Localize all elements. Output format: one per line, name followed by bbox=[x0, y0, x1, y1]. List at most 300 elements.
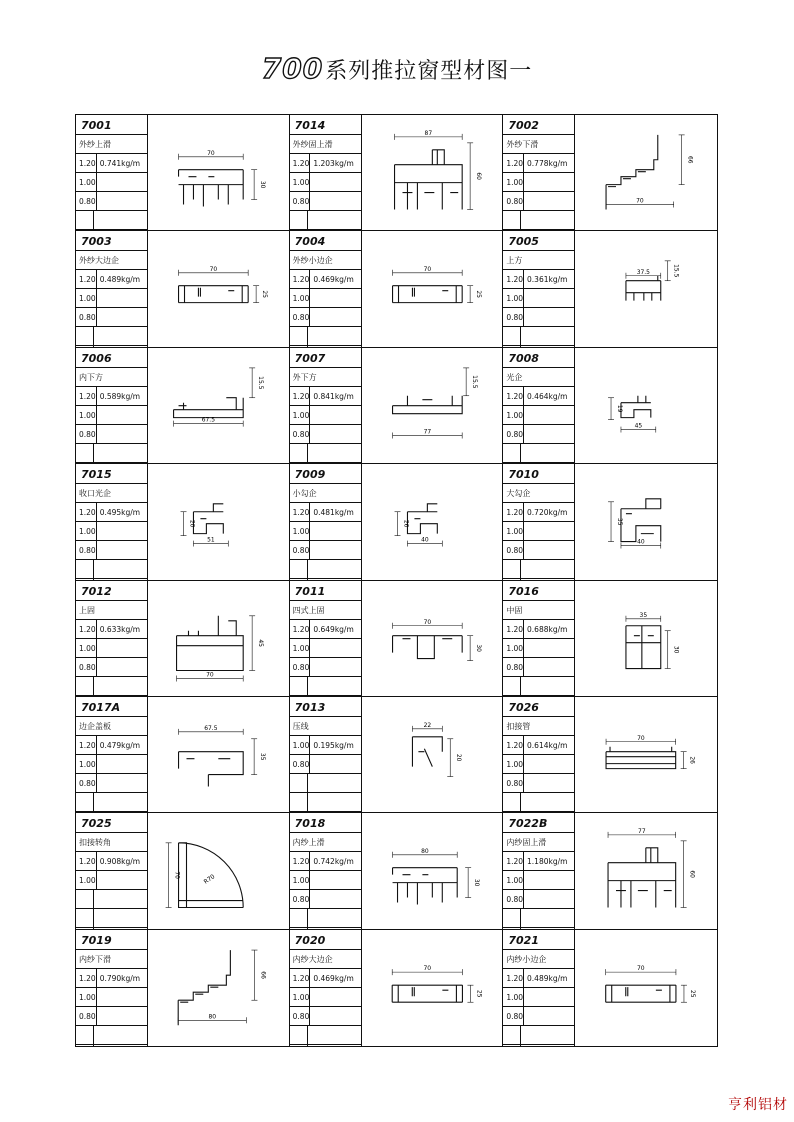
weight: 0.688kg/m bbox=[527, 624, 568, 634]
thickness bbox=[76, 211, 94, 229]
profile-info bbox=[290, 930, 362, 1046]
weight bbox=[94, 890, 147, 908]
profile-cell bbox=[503, 115, 717, 231]
spec-row bbox=[503, 173, 574, 192]
profile-info bbox=[76, 581, 148, 696]
spec-row bbox=[290, 308, 361, 327]
profile-cell bbox=[503, 581, 717, 697]
profile-drawing bbox=[575, 697, 717, 812]
profile-cell bbox=[290, 581, 504, 697]
thickness: 1.00 bbox=[290, 522, 311, 540]
weight bbox=[94, 560, 147, 578]
profile-info bbox=[76, 464, 148, 579]
weight bbox=[94, 327, 147, 345]
spec-row bbox=[76, 755, 147, 774]
thickness: 1.20 bbox=[76, 387, 97, 405]
height-dim: 45 bbox=[257, 638, 265, 647]
height-dim: 19 bbox=[616, 404, 624, 413]
width-dim: 80 bbox=[420, 848, 429, 856]
weight bbox=[97, 658, 147, 676]
profile-drawing bbox=[148, 464, 289, 579]
height-dim: 25 bbox=[689, 989, 697, 998]
weight bbox=[94, 211, 147, 229]
profile-drawing bbox=[575, 464, 717, 579]
width-dim: 51 bbox=[207, 536, 215, 544]
weight bbox=[310, 658, 360, 676]
thickness: 0.80 bbox=[503, 541, 524, 559]
spec-row bbox=[76, 560, 147, 579]
weight: 0.469kg/m bbox=[313, 973, 354, 983]
spec-row bbox=[290, 444, 361, 463]
profile-section bbox=[606, 135, 658, 210]
profile-section bbox=[621, 499, 661, 542]
weight bbox=[97, 406, 147, 424]
profile-info bbox=[290, 348, 362, 463]
spec-row bbox=[290, 154, 361, 173]
profile-name: 上固 bbox=[76, 601, 147, 620]
spec-row bbox=[76, 444, 147, 463]
spec-row bbox=[76, 1026, 147, 1045]
weight bbox=[94, 793, 147, 811]
thickness: 1.00 bbox=[76, 406, 97, 424]
profile-drawing bbox=[575, 231, 717, 346]
profile-section bbox=[392, 286, 462, 303]
profile-info bbox=[76, 697, 148, 812]
profile-cell bbox=[503, 464, 717, 580]
thickness: 0.80 bbox=[76, 308, 97, 326]
weight bbox=[308, 774, 361, 792]
thickness bbox=[503, 211, 521, 229]
weight: 0.790kg/m bbox=[99, 973, 141, 983]
height-dim: 70 bbox=[173, 871, 181, 880]
profile-grid bbox=[75, 114, 718, 1047]
profile-cell bbox=[290, 231, 504, 347]
thickness: 0.80 bbox=[290, 658, 311, 676]
profile-code: 7022B bbox=[503, 813, 574, 833]
profile-code: 7014 bbox=[290, 115, 361, 135]
profile-section bbox=[179, 286, 249, 303]
width-dim: 80 bbox=[208, 1012, 217, 1020]
profile-name: 收口光企 bbox=[76, 484, 147, 503]
thickness bbox=[503, 327, 521, 345]
height-dim: 30 bbox=[472, 879, 480, 887]
profile-section bbox=[193, 504, 223, 534]
profile-cell bbox=[290, 115, 504, 231]
spec-row bbox=[503, 988, 574, 1007]
spec-row bbox=[503, 541, 574, 560]
weight bbox=[97, 871, 147, 889]
profile-cross-section bbox=[148, 464, 289, 579]
weight bbox=[310, 522, 360, 540]
spec-row bbox=[76, 639, 147, 658]
thickness: 0.80 bbox=[290, 755, 311, 773]
thickness: 1.20 bbox=[503, 387, 524, 405]
thickness: 0.80 bbox=[76, 1007, 97, 1025]
spec-row bbox=[290, 406, 361, 425]
profile-cross-section bbox=[575, 813, 717, 928]
profile-drawing bbox=[362, 115, 503, 230]
thickness: 1.00 bbox=[76, 988, 97, 1006]
spec-row bbox=[290, 522, 361, 541]
spec-row bbox=[76, 173, 147, 192]
weight bbox=[97, 774, 147, 792]
spec-row bbox=[503, 308, 574, 327]
profile-code: 7020 bbox=[290, 930, 361, 950]
thickness: 0.80 bbox=[503, 774, 524, 792]
thickness bbox=[76, 1026, 94, 1044]
spec-row bbox=[290, 969, 361, 988]
profile-code: 7013 bbox=[290, 697, 361, 717]
thickness: 1.20 bbox=[76, 270, 97, 288]
profile-drawing bbox=[575, 581, 717, 696]
thickness: 0.80 bbox=[76, 541, 97, 559]
thickness: 1.20 bbox=[76, 154, 97, 172]
thickness: 1.20 bbox=[503, 736, 524, 754]
profile-code: 7010 bbox=[503, 464, 574, 484]
weight bbox=[521, 1026, 574, 1044]
weight bbox=[521, 444, 574, 462]
spec-row bbox=[76, 852, 147, 871]
profile-cross-section bbox=[362, 581, 503, 696]
thickness bbox=[76, 560, 94, 578]
spec-row bbox=[503, 755, 574, 774]
weight bbox=[310, 755, 360, 773]
weight bbox=[97, 308, 147, 326]
weight bbox=[524, 1007, 574, 1025]
profile-name: 内纱大边企 bbox=[290, 950, 361, 969]
thickness: 1.00 bbox=[503, 522, 524, 540]
height-dim: 60 bbox=[474, 172, 482, 180]
profile-cross-section bbox=[575, 930, 717, 1046]
profile-cell bbox=[503, 813, 717, 929]
profile-info bbox=[290, 581, 362, 696]
weight bbox=[524, 406, 574, 424]
weight bbox=[308, 1026, 361, 1044]
weight bbox=[308, 444, 361, 462]
thickness bbox=[290, 793, 308, 811]
spec-row bbox=[76, 503, 147, 522]
weight: 0.479kg/m bbox=[99, 740, 141, 750]
profile-name: 外纱小边企 bbox=[290, 251, 361, 270]
weight bbox=[521, 677, 574, 695]
weight bbox=[310, 425, 360, 443]
profile-drawing bbox=[362, 930, 503, 1046]
profile-info bbox=[290, 697, 362, 812]
profile-code: 7009 bbox=[290, 464, 361, 484]
profile-code: 7003 bbox=[76, 231, 147, 251]
profile-cross-section bbox=[575, 115, 717, 230]
thickness: 0.80 bbox=[503, 425, 524, 443]
height-dim: 25 bbox=[475, 989, 483, 998]
profile-drawing bbox=[148, 930, 289, 1046]
thickness bbox=[290, 444, 308, 462]
spec-row bbox=[503, 387, 574, 406]
spec-row bbox=[76, 387, 147, 406]
spec-row bbox=[76, 425, 147, 444]
thickness: 0.80 bbox=[503, 658, 524, 676]
height-dim: 20 bbox=[454, 753, 462, 762]
spec-row bbox=[290, 425, 361, 444]
width-dim: 70 bbox=[207, 149, 215, 157]
weight: 0.841kg/m bbox=[313, 391, 354, 401]
weight bbox=[524, 988, 574, 1006]
thickness bbox=[290, 211, 308, 229]
width-dim: 67.5 bbox=[201, 416, 216, 424]
weight bbox=[524, 173, 574, 191]
series-number: 700 bbox=[261, 52, 324, 85]
thickness: 1.20 bbox=[76, 969, 97, 987]
weight bbox=[94, 677, 147, 695]
spec-row bbox=[76, 211, 147, 230]
spec-row bbox=[290, 890, 361, 909]
thickness: 0.80 bbox=[76, 774, 97, 792]
spec-row bbox=[503, 677, 574, 696]
weight bbox=[308, 327, 361, 345]
spec-row bbox=[290, 503, 361, 522]
thickness: 0.80 bbox=[290, 541, 311, 559]
profile-code: 7016 bbox=[503, 581, 574, 601]
spec-row bbox=[290, 736, 361, 755]
width-dim: 77 bbox=[638, 828, 646, 836]
weight: 1.203kg/m bbox=[313, 159, 354, 168]
weight: 0.741kg/m bbox=[99, 159, 141, 168]
spec-row bbox=[290, 793, 361, 812]
profile-cross-section bbox=[148, 930, 289, 1046]
weight bbox=[521, 327, 574, 345]
watermark: 亨利铝材 bbox=[728, 1097, 788, 1113]
weight bbox=[94, 444, 147, 462]
weight: 0.720kg/m bbox=[527, 508, 568, 518]
spec-row bbox=[503, 793, 574, 812]
height-dim: 30 bbox=[259, 180, 267, 189]
weight: 0.481kg/m bbox=[313, 508, 354, 518]
thickness: 0.80 bbox=[76, 425, 97, 443]
profile-cell bbox=[76, 348, 290, 464]
profile-code: 7004 bbox=[290, 231, 361, 251]
profile-section bbox=[606, 985, 676, 1002]
spec-row bbox=[503, 425, 574, 444]
thickness: 1.20 bbox=[290, 503, 311, 521]
weight bbox=[308, 793, 361, 811]
weight bbox=[97, 173, 147, 191]
thickness: 1.20 bbox=[290, 852, 311, 870]
weight bbox=[97, 1007, 147, 1025]
thickness: 1.00 bbox=[76, 522, 97, 540]
weight bbox=[310, 308, 360, 326]
weight bbox=[310, 639, 360, 657]
height-dim: 26 bbox=[402, 520, 410, 528]
height-dim: 25 bbox=[474, 290, 482, 299]
profile-info bbox=[503, 930, 575, 1046]
thickness bbox=[503, 444, 521, 462]
width-dim: 40 bbox=[637, 538, 645, 546]
profile-cell bbox=[76, 231, 290, 347]
profile-drawing bbox=[575, 348, 717, 463]
spec-row bbox=[76, 890, 147, 909]
weight bbox=[310, 541, 360, 559]
weight: 0.778kg/m bbox=[527, 159, 568, 168]
profile-code: 7006 bbox=[76, 348, 147, 368]
profile-info bbox=[503, 581, 575, 696]
weight: 0.469kg/m bbox=[313, 275, 354, 285]
weight: 0.908kg/m bbox=[99, 857, 141, 867]
profile-cross-section bbox=[148, 115, 289, 230]
thickness: 1.00 bbox=[503, 988, 524, 1006]
spec-row bbox=[76, 677, 147, 696]
spec-row bbox=[290, 658, 361, 677]
thickness: 0.80 bbox=[503, 1007, 524, 1025]
height-dim: 15.5 bbox=[257, 375, 265, 390]
profile-code: 7011 bbox=[290, 581, 361, 601]
weight bbox=[524, 425, 574, 443]
profile-name: 四式上固 bbox=[290, 601, 361, 620]
weight bbox=[524, 541, 574, 559]
spec-row bbox=[503, 211, 574, 230]
thickness bbox=[290, 1045, 308, 1046]
width-dim: 70 bbox=[423, 618, 431, 626]
spec-row bbox=[76, 1007, 147, 1026]
profile-info bbox=[290, 115, 362, 230]
width-dim: 45 bbox=[634, 422, 643, 430]
weight bbox=[521, 793, 574, 811]
profile-drawing bbox=[148, 115, 289, 230]
thickness: 1.20 bbox=[76, 852, 97, 870]
weight: 0.195kg/m bbox=[313, 740, 354, 750]
weight bbox=[97, 639, 147, 657]
spec-row bbox=[76, 793, 147, 812]
thickness: 1.20 bbox=[290, 969, 311, 987]
profile-name: 外下方 bbox=[290, 368, 361, 387]
height-dim: 26 bbox=[688, 756, 696, 764]
profile-info bbox=[503, 813, 575, 928]
profile-info bbox=[76, 813, 148, 928]
weight bbox=[308, 909, 361, 927]
thickness: 1.00 bbox=[503, 871, 524, 889]
spec-row bbox=[76, 736, 147, 755]
thickness: 1.00 bbox=[290, 173, 311, 191]
thickness: 0.80 bbox=[290, 308, 311, 326]
weight bbox=[310, 406, 360, 424]
weight bbox=[94, 1045, 147, 1046]
spec-row bbox=[76, 541, 147, 560]
thickness: 1.20 bbox=[503, 852, 524, 870]
profile-cell bbox=[76, 697, 290, 813]
spec-row bbox=[76, 969, 147, 988]
profile-code: 7002 bbox=[503, 115, 574, 135]
profile-name: 光企 bbox=[503, 368, 574, 387]
thickness: 0.80 bbox=[76, 658, 97, 676]
profile-cross-section bbox=[575, 581, 717, 696]
profile-name: 外纱大边企 bbox=[76, 251, 147, 270]
spec-row bbox=[503, 503, 574, 522]
profile-section bbox=[606, 747, 676, 769]
profile-info bbox=[503, 348, 575, 463]
spec-row bbox=[503, 1007, 574, 1026]
profile-section bbox=[626, 276, 661, 301]
thickness: 1.20 bbox=[503, 154, 524, 172]
thickness: 0.80 bbox=[290, 425, 311, 443]
spec-row bbox=[290, 677, 361, 696]
width-dim: 22 bbox=[423, 721, 431, 729]
thickness: 1.00 bbox=[290, 736, 311, 754]
spec-row bbox=[503, 1026, 574, 1045]
profile-code: 7001 bbox=[76, 115, 147, 135]
thickness bbox=[503, 1045, 521, 1046]
thickness: 1.00 bbox=[76, 289, 97, 307]
profile-section bbox=[177, 615, 244, 670]
weight: 0.495kg/m bbox=[99, 508, 141, 518]
spec-row bbox=[76, 154, 147, 173]
height-dim: 20 bbox=[188, 520, 196, 528]
profile-cell bbox=[290, 697, 504, 813]
profile-info bbox=[76, 115, 148, 230]
thickness: 1.20 bbox=[290, 620, 311, 638]
thickness bbox=[503, 793, 521, 811]
weight bbox=[308, 560, 361, 578]
profile-name: 扣接管 bbox=[503, 717, 574, 736]
profile-code: 7021 bbox=[503, 930, 574, 950]
thickness: 1.20 bbox=[503, 270, 524, 288]
profile-name: 中固 bbox=[503, 601, 574, 620]
weight bbox=[97, 522, 147, 540]
weight bbox=[97, 289, 147, 307]
thickness: 0.80 bbox=[503, 890, 524, 908]
thickness: 1.00 bbox=[290, 988, 311, 1006]
spec-row bbox=[503, 871, 574, 890]
profile-cross-section bbox=[148, 581, 289, 696]
weight bbox=[94, 1026, 147, 1044]
profile-section bbox=[392, 868, 457, 905]
thickness: 1.20 bbox=[76, 620, 97, 638]
thickness: 1.00 bbox=[76, 173, 97, 191]
thickness: 1.20 bbox=[290, 387, 311, 405]
profile-cross-section bbox=[575, 348, 717, 463]
profile-cross-section bbox=[148, 697, 289, 812]
profile-code: 7018 bbox=[290, 813, 361, 833]
spec-row bbox=[290, 852, 361, 871]
thickness: 1.20 bbox=[76, 503, 97, 521]
profile-drawing bbox=[362, 581, 503, 696]
profile-code: 7017A bbox=[76, 697, 147, 717]
profile-drawing bbox=[148, 813, 289, 928]
weight: 0.489kg/m bbox=[99, 275, 141, 285]
weight bbox=[521, 909, 574, 927]
weight bbox=[524, 658, 574, 676]
thickness: 1.00 bbox=[290, 871, 311, 889]
thickness: 1.20 bbox=[290, 270, 311, 288]
weight bbox=[310, 192, 360, 210]
profile-section bbox=[412, 737, 442, 767]
thickness bbox=[76, 909, 94, 927]
spec-row bbox=[290, 988, 361, 1007]
spec-row bbox=[290, 173, 361, 192]
thickness bbox=[290, 1026, 308, 1044]
spec-row bbox=[503, 909, 574, 928]
spec-row bbox=[290, 387, 361, 406]
profile-cross-section bbox=[362, 464, 503, 579]
weight: 0.614kg/m bbox=[527, 740, 568, 750]
profile-cell bbox=[290, 464, 504, 580]
thickness bbox=[503, 677, 521, 695]
profile-name: 内纱小边企 bbox=[503, 950, 574, 969]
profile-drawing bbox=[575, 115, 717, 230]
profile-code: 7012 bbox=[76, 581, 147, 601]
thickness: 1.20 bbox=[76, 736, 97, 754]
profile-cell bbox=[76, 581, 290, 697]
profile-section bbox=[392, 985, 462, 1002]
profile-drawing bbox=[148, 697, 289, 812]
height-dim: 25 bbox=[261, 290, 269, 299]
